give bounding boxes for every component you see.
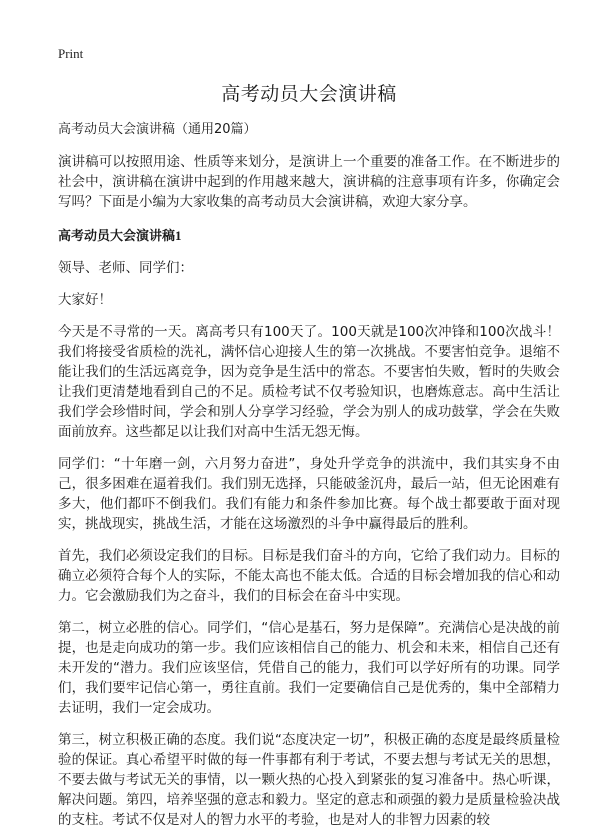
page-title: 高考动员大会演讲稿 [221,83,397,105]
salutation-paragraph: 领导、老师、同学们： [58,260,193,276]
body-paragraph: 首先，我们必须设定我们的目标。目标是我们奋斗的方向，它给了我们动力。目标的确立必须符合每个人的实际，不能太高也不能太低。合适的目标会增加我的信心和动力。它会激励我们为之奋斗，我们的目标会在奋斗中实现。 [58,548,560,604]
body-paragraph: 第三，树立积极正确的态度。我们说“态度决定一切”，积极正确的态度是最终质量检验的保证。真心希望平时做的每一件事都有利于考试，不要去想与考试无关的思想，不要去做与考试无关的事情，以一颗火热的心投入到紧张的复习准备中。热心听课，解决问题。第四，培养坚强的意志和毅力。坚定的意志和顽强的毅力是质量检验决战的支柱。考试不仅是对人的智力水平的考验，也是对人的非智力因素的较 [58,732,560,828]
intro-paragraph: 演讲稿可以按照用途、性质等来划分，是演讲上一个重要的准备工作。在不断进步的社会中，演讲稿在演讲中起到的作用越来越大，演讲稿的注意事项有许多，你确定会写吗？下面是小编为大家收集的高考动员大会演讲稿，欢迎大家分享。 [58,154,560,210]
body-paragraph: 第二，树立必胜的信心。同学们，“信心是基石，努力是保障”。充满信心是决战的前提，也是走向成功的第一步。我们应该相信自己的能力、机会和未来，相信自己还有未开发的“潜力。我们应该坚信，凭借自己的能力，我们可以学好所有的功课。同学们，我们要牢记信心第一，勇往直前。我们一定要确信自己是优秀的，集中全部精力去证明，我们一定会成功。 [58,620,560,716]
section-heading: 高考动员大会演讲稿1 [58,228,182,243]
document-subtitle: 高考动员大会演讲稿（通用20篇） [58,122,257,137]
greeting-paragraph: 大家好！ [58,292,112,308]
document-page [58,80,560,830]
body-paragraph: 今天是不寻常的一天。离高考只有100天了。100天就是100次冲锋和100次战斗！我们将接受省质检的洗礼，满怀信心迎接人生的第一次挑战。不要害怕竞争。退缩不能让我们的生活远离竞争，因为竞争是生活中的常态。不要害怕失败，暂时的失败会让我们更清楚地看到自己的不足。质检考试不仅考验知识，也磨炼意志。高中生活让我们学会珍惜时间，学会和别人分享学习经验，学会为别人的成功鼓掌，学会在失败面前放弃。这些都足以让我们对高中生活无怨无悔。 [58,324,560,440]
print-link[interactable]: Print [58,46,84,61]
body-paragraph: 同学们：“十年磨一剑，六月努力奋进”，身处升学竞争的洪流中，我们其实身不由己，很多困难在逼着我们。我们别无选择，只能破釜沉舟，最后一站，但无论困难有多大，他们都吓不倒我们。我们有能力和条件参加比赛。每个战士都要敢于面对现实，挑战现实，挑战生活，才能在这场激烈的斗争中赢得最后的胜利。 [58,456,560,532]
